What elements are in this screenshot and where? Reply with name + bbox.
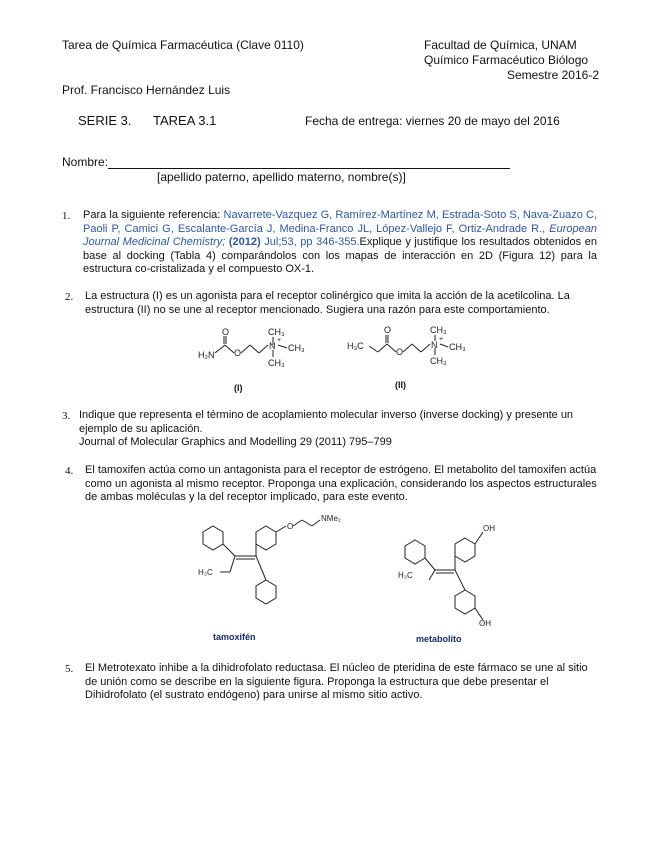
q1-year[interactable]: (2012) (228, 236, 261, 248)
q1-text: Explique y justifique los resultados obtenidos en base al docking (Tabla 4) comparándolos con los mapas de interacción en 2D (Figura 12) para la estructura co-cristalizada y el compuesto OX-1. (83, 236, 597, 275)
q2-I-methyl-top: CH₃ (268, 327, 285, 337)
q5-number: 5. (65, 663, 74, 675)
tamoxifen-methyl: H₃C (198, 568, 213, 577)
name-line[interactable] (108, 168, 510, 169)
q3-reference: Journal of Molecular Graphics and Modelling 29 (2011) 795–799 (79, 436, 392, 448)
q2-II-methyl-right: CH₃ (449, 342, 466, 352)
label-tamoxifen: tamoxifén (213, 632, 256, 642)
name-label: Nombre: (62, 155, 109, 169)
q2-II-ester-o: O (396, 347, 404, 357)
tamoxifen-ether-o: O (287, 522, 294, 531)
q3-number: 3. (62, 410, 71, 422)
question-1 (83, 209, 597, 277)
metabolito-methyl: H₃C (398, 571, 413, 580)
professor-name: Prof. Francisco Hernández Luis (62, 83, 231, 97)
q4-number: 4. (65, 465, 74, 477)
q2-II-methyl-top: CH₃ (430, 325, 447, 335)
serie-label: SERIE 3. (78, 113, 132, 128)
q1-authors[interactable]: Navarrete-Vazquez G, Ramírez-Martínez M, Estrada-Soto S, Nava-Zuazo C, Paoli P, Camici G, Escalante-García J, Medina-Franco JL, López-Vallejo F, Ortiz-Andrade R., (83, 209, 598, 235)
q1-journal[interactable]: European Journal Medicinal Chemistry; (83, 222, 597, 248)
q1-lead: Para la siguiente referencia: (83, 209, 224, 221)
name-hint: [apellido paterno, apellido materno, nombre(s)] (157, 170, 406, 184)
q2-I-charge: + (277, 337, 282, 344)
structure-II (345, 322, 485, 370)
metabolito-oh-bottom: OH (479, 619, 491, 628)
semester: Semestre 2016-2 (506, 68, 599, 82)
q2-text: La estructura (I) es un agonista para el receptor colinérgico que imita la acción de la acetilcolina. La estructura (II) no se une al receptor mencionado. Sugiera una razón para este comportamiento. (85, 290, 570, 316)
tarea-label: TAREA 3.1 (153, 113, 217, 128)
q2-I-ester-o: O (234, 348, 242, 358)
q1-number: 1. (62, 210, 71, 222)
label-metabolito: metabolito (416, 634, 462, 644)
metabolito-oh-top: OH (483, 524, 495, 533)
q4-text: El tamoxifen actúa como un antagonista para el receptor de estrógeno. El metabolito del tamoxifen actúa como un agonista al mismo receptor. Proponga una explicación, considerando los aspectos estructurales de ambas moléculas y la del receptor implicado, para este evento. (85, 464, 597, 503)
due-date: Fecha de entrega: viernes 20 de mayo del 2016 (305, 114, 560, 128)
q2-II-nitrogen: N (431, 340, 438, 350)
q2-I-methyl-bottom: CH₃ (268, 358, 285, 368)
q2-II-carbonyl-o: O (384, 325, 392, 335)
q5-text: El Metrotexato inhibe a la dihidrofolato reductasa. El núcleo de pteridina de este fármaco se une al sitio de unión como se describe en la siguiente figura. Proponga la estructura que debe presentar el Dihidrofolato (el sustrato endógeno) para unirse al mismo sitio activo. (85, 662, 588, 701)
program-name: Químico Farmacéutico Biólogo (424, 53, 589, 67)
q2-II-charge: + (439, 336, 444, 343)
q2-I-carbonyl-o: O (222, 327, 230, 337)
metabolito-structure (395, 518, 505, 630)
q2-II-methyl-left: H₃C (347, 341, 364, 351)
faculty-name: Facultad de Química, UNAM (424, 38, 577, 52)
q2-number: 2. (65, 291, 74, 303)
label-structure-I: (I) (234, 383, 243, 393)
course-title: Tarea de Química Farmacéutica (Clave 0110) (62, 38, 304, 52)
tamoxifen-nme2: NMe₂ (321, 514, 341, 523)
label-structure-II: (II) (395, 380, 406, 390)
q2-I-amine: H₂N (198, 350, 215, 360)
q1-pages[interactable]: Jul;53, pp 346-355. (260, 236, 360, 248)
tamoxifen-structure (190, 508, 355, 618)
structure-I (195, 325, 315, 373)
q2-II-methyl-bottom: CH₃ (430, 356, 447, 366)
q2-I-methyl-right: CH₃ (288, 343, 305, 353)
q2-I-nitrogen: N (269, 341, 276, 351)
q3-text: Indique que representa el término de acoplamiento molecular inverso (inverse docking) y presente un ejemplo de su aplicación. (79, 409, 574, 435)
